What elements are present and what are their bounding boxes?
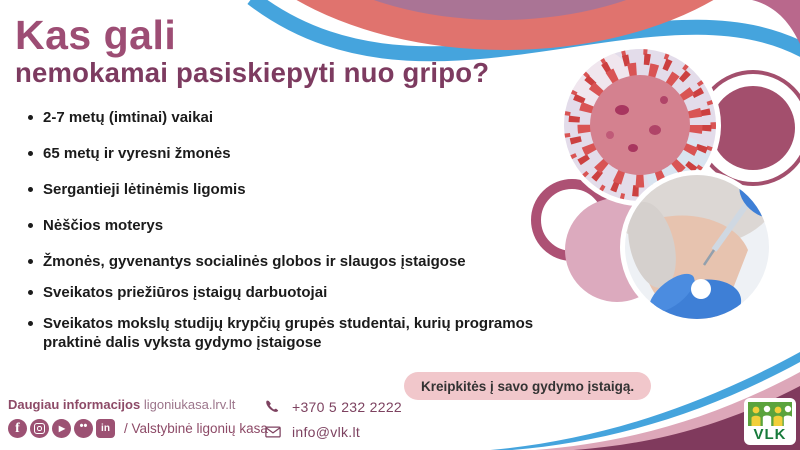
social-row <box>8 419 268 438</box>
title-line1: Kas gali <box>15 12 177 58</box>
list-item: Sveikatos mokslų studijų krypčių grupės studentai, kurių programos praktinė dalis vyksta gydymo įstaigose <box>26 314 571 352</box>
vlk-logo-text: VLK <box>753 426 787 443</box>
list-item: Nėščios moterys <box>26 216 571 235</box>
list-item: 2-7 metų (imtinai) vaikai <box>26 108 571 127</box>
vlk-logo <box>744 398 796 445</box>
email-row[interactable] <box>264 424 402 440</box>
title-line2: nemokamai pasiskiepyti nuo gripo? <box>15 57 490 89</box>
list-item: Sveikatos priežiūros įstaigų darbuotojai <box>26 283 571 302</box>
eligibility-list <box>26 108 571 364</box>
list-item: 65 metų ir vyresni žmonės <box>26 144 571 163</box>
list-item: Žmonės, gyvenantys socialinės globos ir slaugos įstaigose <box>26 252 571 271</box>
callout-pill <box>404 372 651 400</box>
linkedin-icon[interactable]: in <box>96 419 115 438</box>
website-link[interactable]: ligoniukasa.lrv.lt <box>143 397 236 412</box>
more-info-line <box>8 397 268 412</box>
facebook-icon[interactable]: f <box>8 419 27 438</box>
footer-info <box>8 397 268 438</box>
contact-block <box>264 399 402 449</box>
instagram-icon[interactable] <box>30 419 49 438</box>
phone-row[interactable] <box>264 399 402 415</box>
list-item: Sergantieji lėtinėmis ligomis <box>26 180 571 199</box>
flickr-icon[interactable]: •• <box>74 419 93 438</box>
mail-icon <box>264 424 282 440</box>
phone-icon <box>264 399 282 415</box>
callout-text: Kreipkitės į savo gydymo įstaigą. <box>421 378 635 394</box>
more-info-label: Daugiau informacijos <box>8 397 141 412</box>
phone-number: +370 5 232 2222 <box>292 399 402 415</box>
page-title <box>15 14 575 88</box>
youtube-icon[interactable]: ▶ <box>52 419 71 438</box>
social-account-label: / Valstybinė ligonių kasa <box>124 421 268 436</box>
vlk-people-icon <box>748 402 792 426</box>
email-address: info@vlk.lt <box>292 424 361 440</box>
